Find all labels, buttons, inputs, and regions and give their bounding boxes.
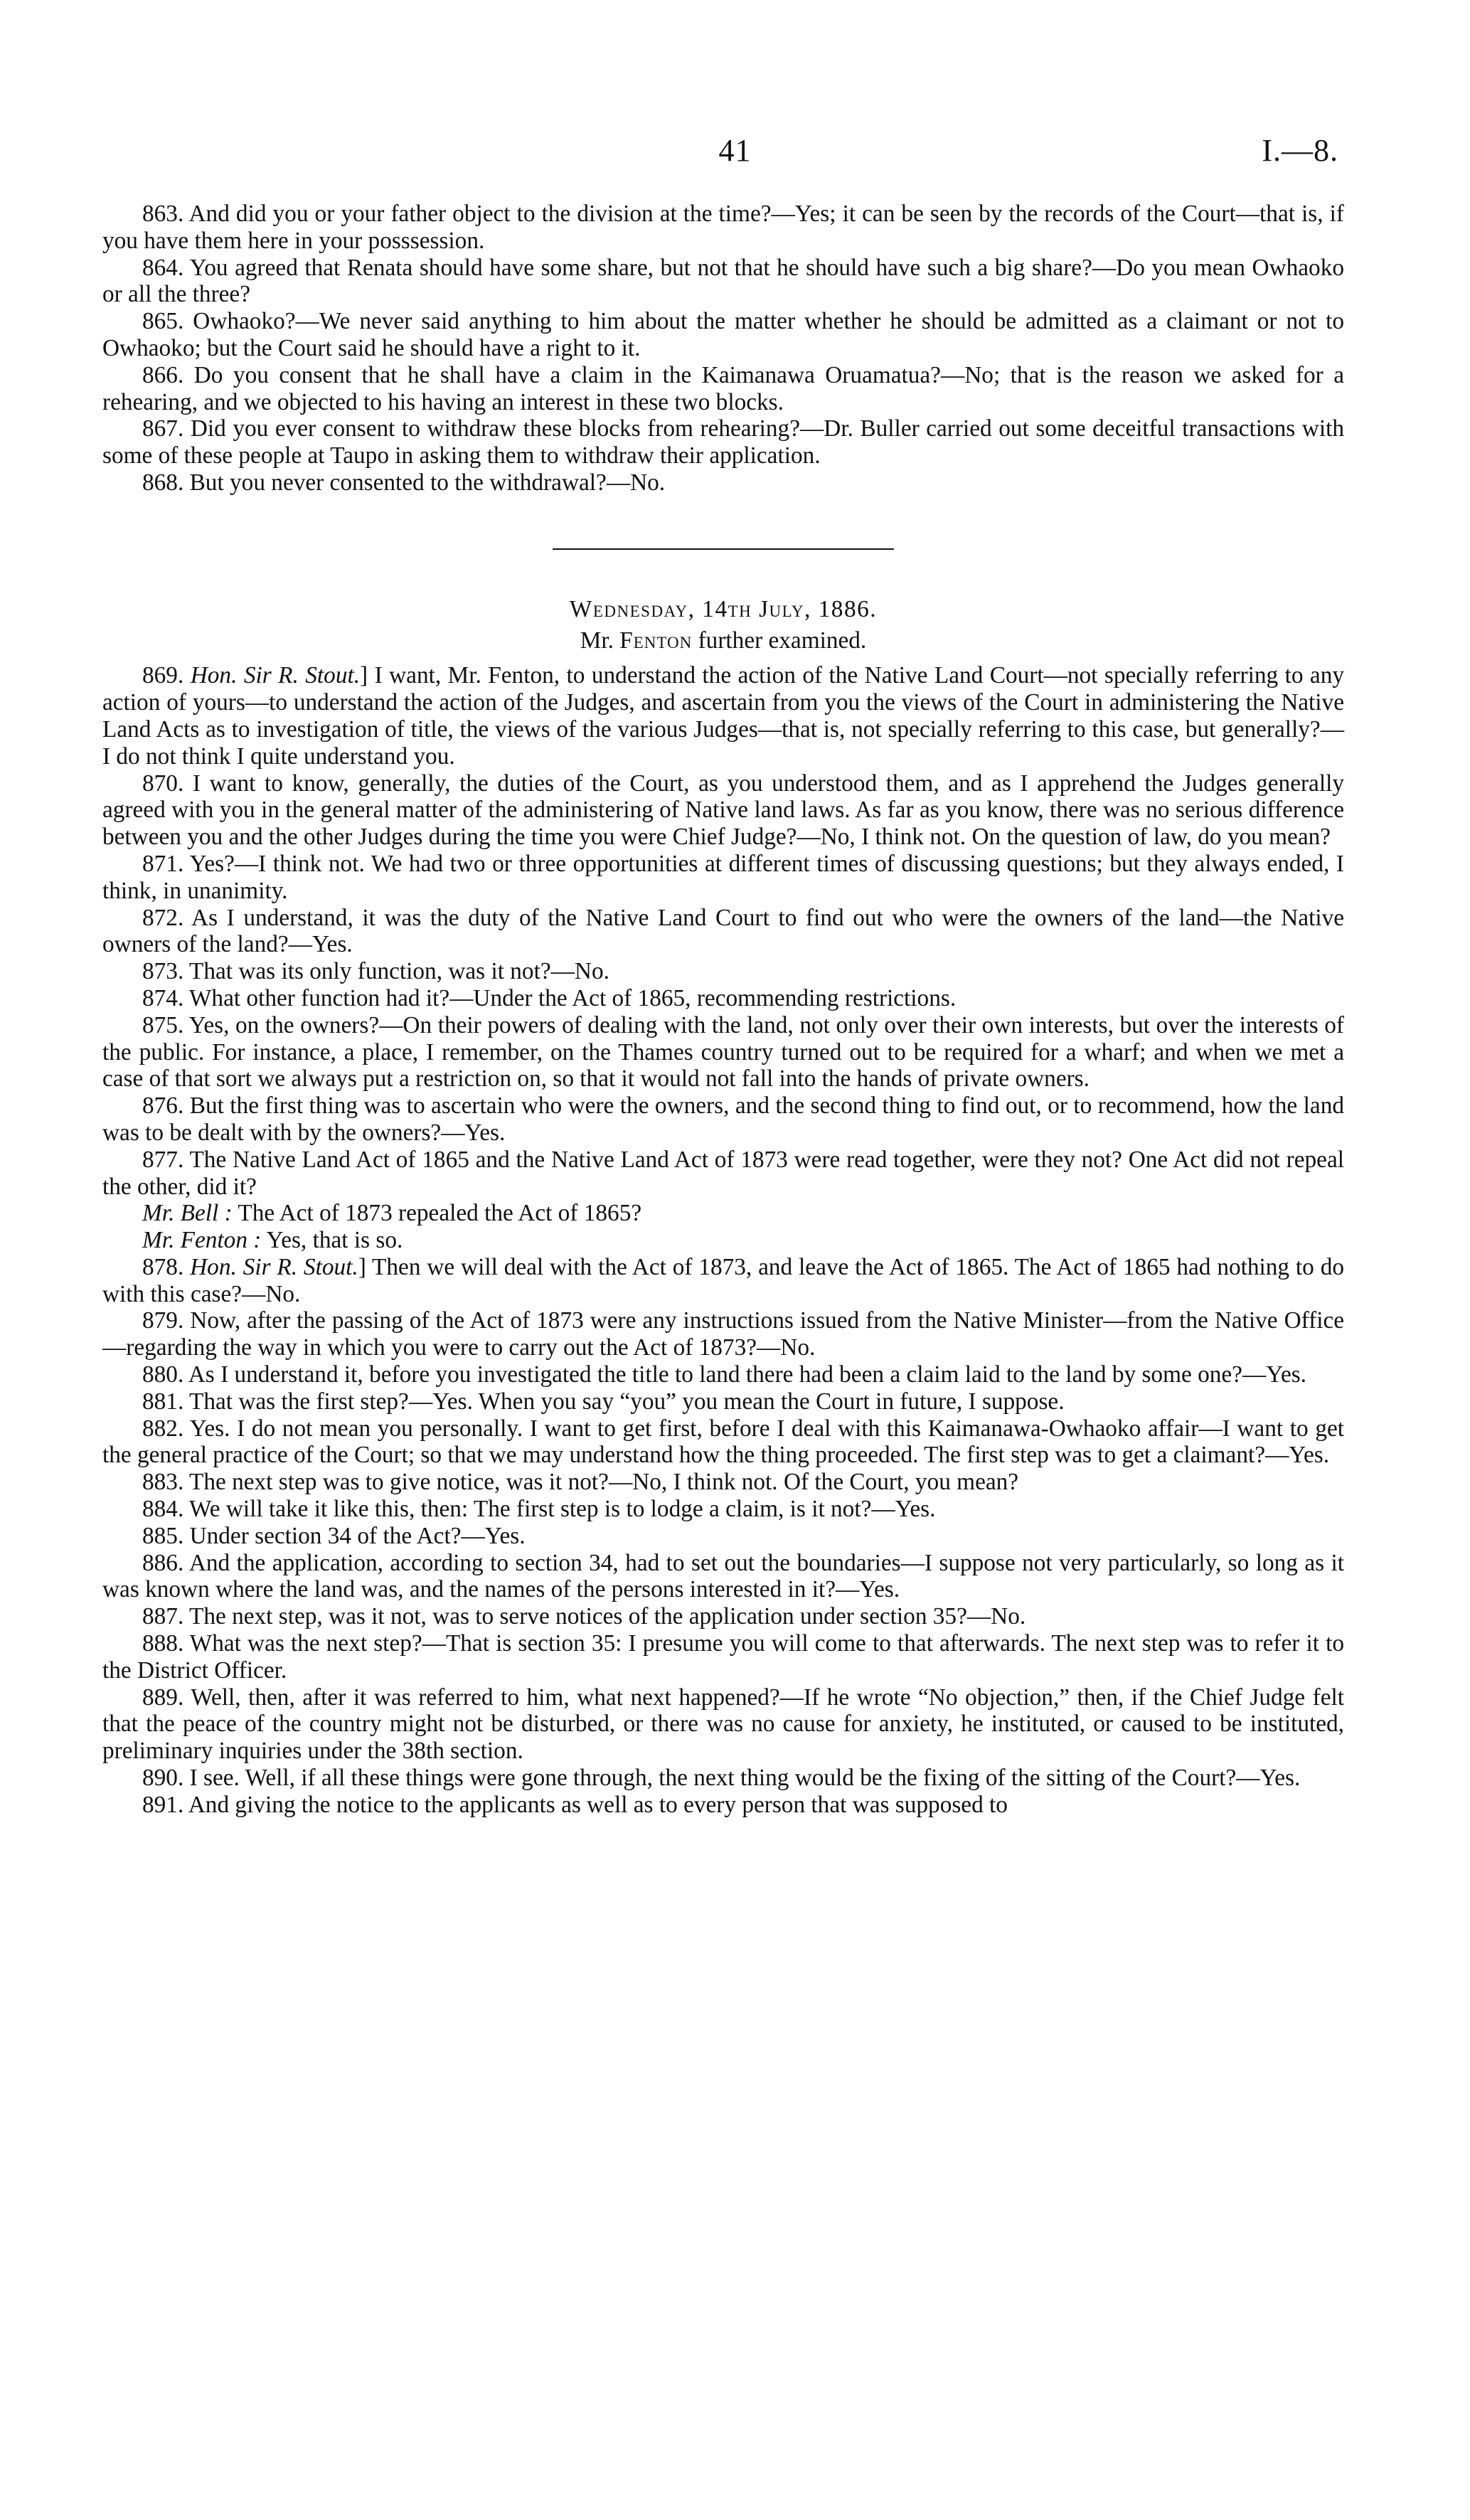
question-number: 869.	[142, 662, 191, 689]
testimony-paragraph	[102, 1254, 1344, 1308]
testimony-paragraph: 884. We will take it like this, then: The first step is to lodge a claim, is it not?—Yes.	[142, 1496, 936, 1523]
testimony-paragraph: 877. The Native Land Act of 1865 and the Native Land Act of 1873 were read together, were they not? One Act did not repeal the other, did it?	[102, 1146, 1344, 1200]
testimony-paragraph: 876. But the first thing was to ascertain who were the owners, and the second thing to find out, or to recommend, how the land was to be dealt with by the owners?—Yes.	[102, 1092, 1344, 1146]
testimony-paragraph: 883. The next step was to give notice, was it not?—No, I think not. Of the Court, you mean?	[142, 1469, 1019, 1496]
speaker-name: Mr. Bell :	[142, 1200, 233, 1227]
speaker-name: Hon. Sir R. Stout.	[190, 662, 361, 689]
paragraph-text: Yes, that is so.	[261, 1227, 403, 1254]
testimony-paragraph: 863. And did you or your father object to the division at the time?—Yes; it can be seen by the records of the Court—that is, if you have them here in your posssession.	[102, 201, 1344, 254]
subheading-prefix: Mr.	[580, 627, 620, 654]
testimony-paragraph: 870. I want to know, generally, the duties of the Court, as you understood them, and as I apprehend the Judges generally agreed with you in the general matter of the administering of Native land laws. As far as you know, there was no serious difference between you and the other Judges during the time you were Chief Judge?—No, I think not. On the question of law, do you mean?	[102, 770, 1344, 851]
testimony-section-2	[102, 662, 1344, 1818]
testimony-paragraph: 885. Under section 34 of the Act?—Yes.	[142, 1522, 526, 1549]
witness-name: Fenton	[619, 627, 693, 654]
testimony-paragraph: 886. And the application, according to section 34, had to set out the boundaries—I suppose not very particularly, so long as it was known where the land was, and the names of the persons interested in it?—Yes.	[102, 1549, 1344, 1603]
testimony-paragraph: 881. That was the first step?—Yes. When you say “you” you mean the Court in future, I suppose.	[142, 1388, 1065, 1415]
testimony-paragraph: 875. Yes, on the owners?—On their powers of dealing with the land, not only over their own interests, but over the interests of the public. For instance, a place, I remember, on the Thames country turned out to be required for a wharf; and when we met a case of that sort we always put a restriction on, so that it would not fall into the hands of private owners.	[102, 1011, 1344, 1092]
witness-subheading	[102, 627, 1344, 654]
paragraph-text: ] I want, Mr. Fenton, to understand the action of the Native Land Court—not specially referring to any action of yours—to understand the action of the Judges, and ascertain from you the views of the Court in administering the Native Land Acts as to investigation of title, the views of the various Judges—that is, not specially referring to this case, but generally?—I do not think I quite understand you.	[102, 662, 1344, 770]
testimony-paragraph: 879. Now, after the passing of the Act of 1873 were any instructions issued from the Native Minister—from the Native Office—regarding the way in which you were to carry out the Act of 1873?—No.	[102, 1307, 1344, 1361]
testimony-paragraph	[102, 1200, 1344, 1227]
testimony-section-1	[102, 201, 1344, 496]
speaker-name: Mr. Fenton :	[142, 1227, 262, 1254]
speaker-name: Hon. Sir R. Stout.	[190, 1253, 358, 1280]
testimony-paragraph	[102, 1227, 1344, 1254]
question-number: 878.	[142, 1253, 191, 1280]
testimony-paragraph: 880. As I understand it, before you investigated the title to land there had been a claim laid to the land by some one?—Yes.	[142, 1361, 1307, 1388]
testimony-paragraph: 872. As I understand, it was the duty of the Native Land Court to find out who were the owners of the land—the Native owners of the land?—Yes.	[102, 904, 1344, 958]
section-divider	[553, 548, 894, 550]
testimony-paragraph	[102, 662, 1344, 770]
testimony-paragraph: 890. I see. Well, if all these things were gone through, the next thing would be the fixing of the sitting of the Court?—Yes.	[142, 1765, 1301, 1792]
testimony-paragraph: 866. Do you consent that he shall have a claim in the Kaimanawa Oruamatua?—No; that is the reason we asked for a rehearing, and we objected to his having an interest in these two blocks.	[102, 361, 1344, 415]
testimony-paragraph: 871. Yes?—I think not. We had two or three opportunities at different times of discussing questions; but they always ended, I think, in unanimity.	[102, 850, 1344, 904]
testimony-paragraph: 867. Did you ever consent to withdraw these blocks from rehearing?—Dr. Buller carried out some deceitful transactions with some of these people at Taupo in asking them to withdraw their application.	[102, 415, 1344, 469]
subheading-suffix: further examined.	[692, 627, 867, 654]
testimony-paragraph: 887. The next step, was it not, was to serve notices of the application under section 35?—No.	[142, 1603, 1026, 1630]
testimony-paragraph: 888. What was the next step?—That is section 35: I presume you will come to that afterwards. The next step was to refer it to the District Officer.	[102, 1630, 1344, 1684]
paragraph-text: ] Then we will deal with the Act of 1873, and leave the Act of 1865. The Act of 1865 had nothing to do with this case?—No.	[102, 1253, 1344, 1307]
testimony-paragraph: 873. That was its only function, was it not?—No.	[142, 958, 609, 985]
date-heading: Wednesday, 14th July, 1886.	[569, 595, 878, 622]
testimony-paragraph: 889. Well, then, after it was referred to him, what next happened?—If he wrote “No objection,” then, if the Chief Judge felt that the peace of the country might not be disturbed, or there was no cause for anxiety, he instituted, or caused to be instituted, preliminary inquiries under the 38th section.	[102, 1684, 1344, 1765]
testimony-paragraph: 874. What other function had it?—Under the Act of 1865, recommending restrictions.	[142, 984, 957, 1011]
document-reference: I.—8.	[1262, 133, 1338, 168]
page-body	[102, 201, 1344, 1819]
paragraph-text: The Act of 1873 repealed the Act of 1865?	[232, 1200, 642, 1227]
testimony-paragraph: 868. But you never consented to the withdrawal?—No.	[142, 469, 666, 496]
testimony-paragraph: 891. And giving the notice to the applicants as well as to every person that was supposed to	[142, 1791, 1008, 1818]
page-number: 41	[718, 133, 752, 168]
testimony-paragraph: 864. You agreed that Renata should have some share, but not that he should have such a big share?—Do you mean Owhaoko or all the three?	[102, 254, 1344, 308]
testimony-paragraph: 865. Owhaoko?—We never said anything to him about the matter whether he should be admitted as a claimant or not to Owhaoko; but the Court said he should have a right to it.	[102, 308, 1344, 361]
testimony-paragraph: 882. Yes. I do not mean you personally. I want to get first, before I deal with this Kaimanawa-Owhaoko affair—I want to get the general practice of the Court; so that we may understand how the thing proceeded. The first step was to get a claimant?—Yes.	[102, 1415, 1344, 1469]
